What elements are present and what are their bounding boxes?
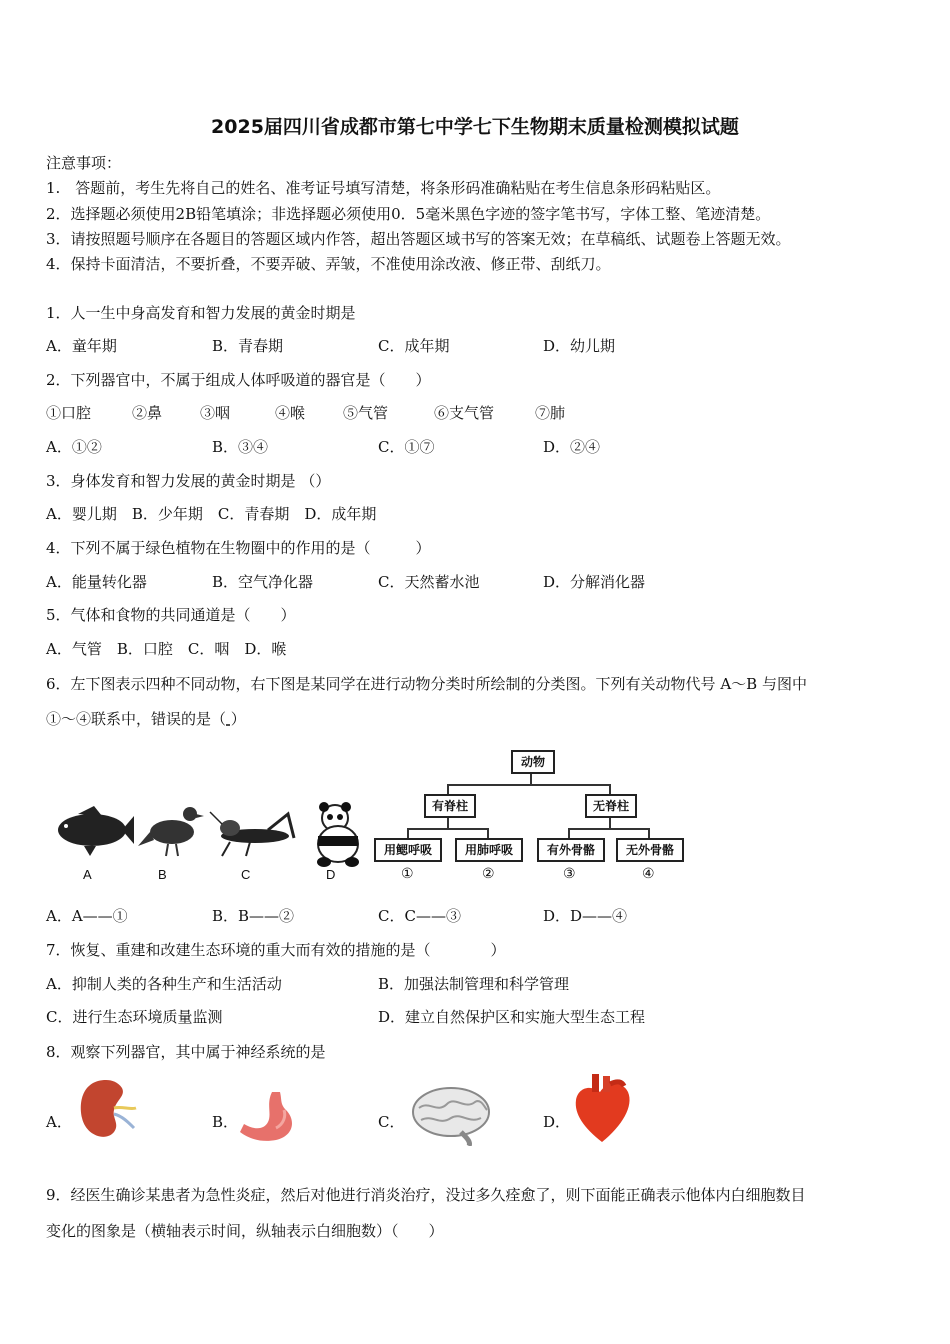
- q2-organ-4: ④喉: [275, 404, 306, 422]
- page-title: 2025届四川省成都市第七中学七下生物期末质量检测模拟试题: [211, 116, 739, 138]
- q8-option-b: B．: [212, 1113, 239, 1131]
- tree-number-1: ①: [401, 866, 414, 882]
- q2-option-b: B．③④: [212, 438, 269, 456]
- notice-item-1: 1. 答题前，考生先将自己的姓名、准考证号填写清楚，将条形码准确粘贴在考生信息条形码粘贴区。: [46, 179, 721, 197]
- q3-stem: 3．身体发育和智力发展的黄金时期是 （）: [46, 472, 331, 490]
- heart-icon: [570, 1072, 634, 1148]
- q6-option-c: C．C——③: [378, 907, 461, 925]
- tree-leaf-gills: 用鳃呼吸: [374, 838, 442, 862]
- tree-number-3: ③: [563, 866, 576, 882]
- q1-option-b: B．青春期: [212, 337, 284, 355]
- brain-icon: [409, 1084, 495, 1146]
- q2-stem: 2．下列器官中，不属于组成人体呼吸道的器官是（ ）: [46, 371, 431, 389]
- notice-item-4: 4．保持卡面清洁，不要折叠，不要弄破、弄皱，不准使用涂改液、修正带、刮纸刀。: [46, 255, 611, 273]
- animal-label-d: D: [326, 867, 336, 882]
- q7-stem: 7．恢复、重建和改建生态环境的重大而有效的措施的是（ ）: [46, 941, 506, 959]
- tree-connector: [568, 828, 650, 830]
- q6-option-d: D．D——④: [543, 907, 628, 925]
- tree-number-2: ②: [482, 866, 495, 882]
- q4-option-d: D．分解消化器: [543, 573, 646, 591]
- tree-root: 动物: [511, 750, 555, 774]
- tree-connector: [648, 828, 650, 838]
- q5-stem: 5．气体和食物的共同通道是（ ）: [46, 606, 296, 624]
- q6-option-b: B．B——②: [212, 907, 295, 925]
- q1-option-d: D．幼儿期: [543, 337, 616, 355]
- tree-connector: [407, 828, 489, 830]
- q2-option-d: D．②④: [543, 438, 601, 456]
- q2-organ-1: ①口腔: [46, 404, 92, 422]
- tree-leaf-no-exoskeleton: 无外骨骼: [616, 838, 684, 862]
- q6-stem-line2-pre: ①～④联系中，错误的是（: [46, 710, 227, 728]
- grasshopper-icon: [210, 812, 294, 856]
- q2-organ-3: ③咽: [200, 404, 231, 422]
- q2-option-c: C．①⑦: [378, 438, 435, 456]
- q9-stem-line2: 变化的图象是（横轴表示时间，纵轴表示白细胞数）（ ）: [46, 1222, 444, 1240]
- q8-option-a: A．: [46, 1113, 72, 1131]
- q2-organ-2: ②鼻: [132, 404, 163, 422]
- tree-connector: [407, 828, 409, 838]
- tree-connector: [609, 784, 611, 794]
- q5-options: A．气管 B．口腔 C．咽 D．喉: [46, 640, 287, 658]
- notice-item-3: 3．请按照题号顺序在各题目的答题区域内作答，超出答题区域书写的答案无效；在草稿纸、试题卷上答题无效。: [46, 230, 791, 248]
- q1-option-c: C．成年期: [378, 337, 450, 355]
- q2-organ-6: ⑥支气管: [434, 404, 495, 422]
- q2-organ-5: ⑤气管: [343, 404, 389, 422]
- q2-option-a: A．①②: [46, 438, 102, 456]
- fish-icon: [58, 806, 134, 856]
- tree-connector: [530, 774, 532, 784]
- q6-stem-line2-post: ）: [230, 710, 246, 728]
- q3-options: A．婴儿期 B．少年期 C．青春期 D．成年期: [46, 505, 377, 523]
- q1-stem: 1．人一生中身高发育和智力发展的黄金时期是: [46, 304, 356, 322]
- q6-stem-line2: [46, 708, 246, 729]
- q6-option-a: A．A——①: [46, 907, 128, 925]
- tree-number-4: ④: [642, 866, 655, 882]
- q8-option-d: D．: [543, 1113, 571, 1131]
- animal-label-c: C: [241, 867, 251, 882]
- q8-option-c: C．: [378, 1113, 405, 1131]
- q7-option-a: A．抑制人类的各种生产和生活活动: [46, 975, 282, 993]
- tree-node-vertebrate: 有脊柱: [424, 794, 476, 818]
- pigeon-icon: [138, 807, 204, 856]
- notice-item-2: 2．选择题必须使用2B铅笔填涂；非选择题必须使用0．5毫米黑色字迹的签字笔书写，字体工整、笔迹清楚。: [46, 205, 771, 223]
- tree-leaf-exoskeleton: 有外骨骼: [537, 838, 605, 862]
- animal-label-a: A: [83, 867, 92, 882]
- q9-stem-line1: 9．经医生确诊某患者为急性炎症，然后对他进行消炎治疗，没过多久痊愈了，则下面能正确表示他体内白细胞数目: [46, 1186, 806, 1204]
- tree-node-invertebrate: 无脊柱: [585, 794, 637, 818]
- tree-leaf-lungs: 用肺呼吸: [455, 838, 523, 862]
- q2-organ-7: ⑦肺: [535, 404, 566, 422]
- q8-stem: 8．观察下列器官，其中属于神经系统的是: [46, 1043, 326, 1061]
- q4-stem: 4．下列不属于绿色植物在生物圈中的作用的是（ ）: [46, 539, 431, 557]
- tree-connector: [568, 828, 570, 838]
- animal-label-b: B: [158, 867, 167, 882]
- animal-illustrations: [50, 800, 370, 870]
- q7-option-b: B．加强法制管理和科学管理: [378, 975, 570, 993]
- tree-connector: [447, 784, 449, 794]
- q7-option-d: D．建立自然保护区和实施大型生态工程: [378, 1008, 646, 1026]
- stomach-icon: [236, 1088, 308, 1146]
- tree-connector: [447, 818, 449, 828]
- panda-icon: [317, 802, 359, 867]
- notice-heading: 注意事项：: [46, 154, 122, 172]
- q6-stem-line1: 6．左下图表示四种不同动物，右下图是某同学在进行动物分类时所绘制的分类图。下列有关动物代号 A～B 与图中: [46, 675, 807, 693]
- q4-option-a: A．能量转化器: [46, 573, 147, 591]
- tree-connector: [487, 828, 489, 838]
- kidney-icon: [76, 1076, 140, 1144]
- q4-option-c: C．天然蓄水池: [378, 573, 480, 591]
- q1-option-a: A．童年期: [46, 337, 117, 355]
- q7-option-c: C．进行生态环境质量监测: [46, 1008, 223, 1026]
- tree-connector: [447, 784, 611, 786]
- q4-option-b: B．空气净化器: [212, 573, 314, 591]
- tree-connector: [609, 818, 611, 828]
